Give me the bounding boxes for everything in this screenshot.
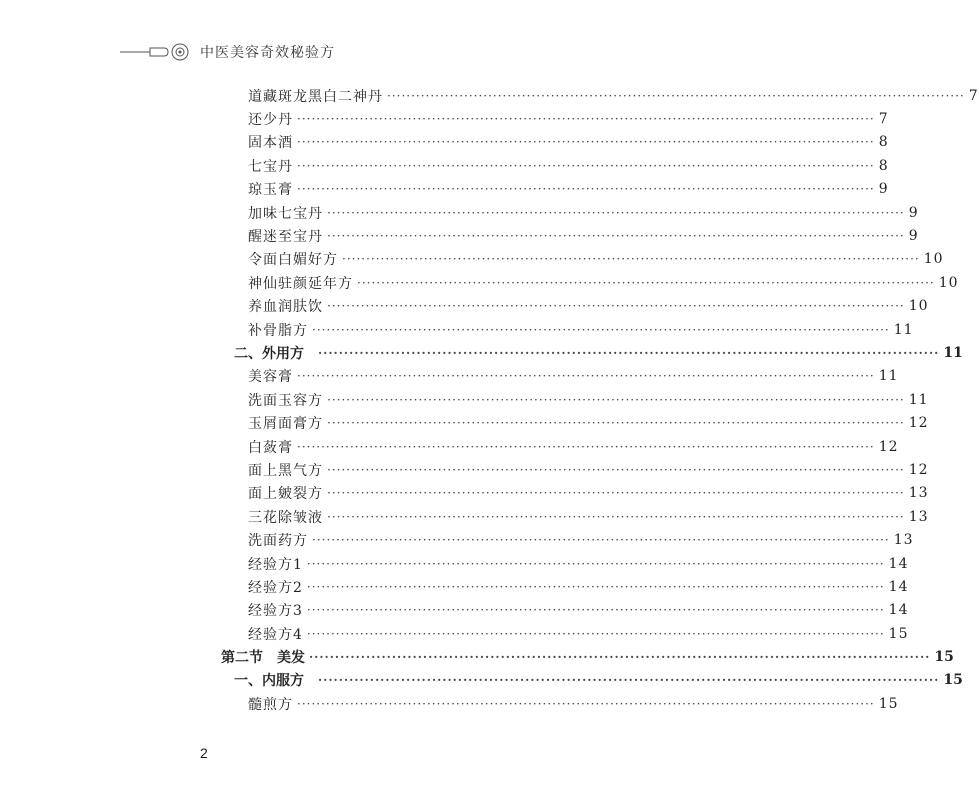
toc-entry-page: 14 bbox=[888, 578, 909, 595]
toc-entry-title: 三花除皱液 bbox=[248, 509, 323, 526]
toc-entry[interactable] bbox=[248, 178, 889, 201]
toc-leader-dots: ························································································································ bbox=[357, 275, 935, 290]
toc-leader-dots: ························································································································ bbox=[309, 650, 931, 665]
toc-leader-dots: ························································································································ bbox=[327, 392, 905, 407]
toc-leader-dots: ························································································································ bbox=[297, 112, 875, 127]
toc-entry-page: 12 bbox=[908, 415, 929, 432]
toc-entry[interactable] bbox=[248, 131, 889, 154]
toc-leader-dots: ························································································································ bbox=[297, 158, 875, 173]
toc-entry-title: 养血润肤饮 bbox=[248, 299, 323, 316]
toc-entry[interactable] bbox=[248, 154, 889, 177]
toc-leader-dots: ························································································································ bbox=[318, 345, 940, 360]
toc-entry[interactable] bbox=[248, 318, 914, 341]
toc-entry-title: 道藏斑龙黑白二神丹 bbox=[248, 88, 383, 105]
toc-entry-title: 补骨脂方 bbox=[248, 322, 308, 339]
toc-leader-dots: ························································································································ bbox=[297, 182, 875, 197]
toc-entry-page: 13 bbox=[908, 508, 929, 525]
toc-entry-title: 一、内服方 bbox=[234, 673, 304, 690]
toc-entry-page: 9 bbox=[878, 181, 889, 198]
toc-entry-page: 11 bbox=[878, 368, 899, 385]
toc-entry-title: 白蔹膏 bbox=[248, 439, 293, 456]
toc-entry-title: 还少丹 bbox=[248, 112, 293, 129]
toc-leader-dots: ························································································································ bbox=[306, 556, 885, 571]
toc-entry[interactable] bbox=[248, 411, 929, 434]
toc-entry-title: 面上皴裂方 bbox=[248, 486, 323, 503]
toc-leader-dots: ························································································································ bbox=[387, 88, 965, 103]
header-title: 中医美容奇效秘验方 bbox=[200, 45, 335, 61]
toc-entry-title: 经验方2 bbox=[248, 579, 303, 596]
toc-leader-dots: ························································································································ bbox=[327, 486, 905, 501]
toc-entry-title: 第二节 美发 bbox=[221, 650, 305, 667]
toc-leader-dots: ························································································································ bbox=[327, 416, 905, 431]
toc-entry[interactable] bbox=[248, 84, 979, 107]
toc-entry[interactable] bbox=[248, 107, 889, 130]
toc-leader-dots: ························································································································ bbox=[327, 229, 905, 244]
toc-entry-title: 加味七宝丹 bbox=[248, 205, 323, 222]
running-header bbox=[120, 40, 335, 64]
toc-entry[interactable] bbox=[248, 388, 929, 411]
toc-entry[interactable] bbox=[234, 669, 963, 692]
toc-entry[interactable] bbox=[248, 295, 929, 318]
toc-leader-dots: ························································································································ bbox=[306, 579, 885, 594]
toc-entry[interactable] bbox=[248, 482, 929, 505]
toc-entry-title: 神仙驻颜延年方 bbox=[248, 275, 353, 292]
toc-leader-dots: ························································································································ bbox=[327, 205, 905, 220]
toc-entry[interactable] bbox=[234, 341, 963, 364]
toc-entry[interactable] bbox=[248, 692, 899, 715]
page-number: 2 bbox=[200, 745, 208, 761]
toc-entry[interactable] bbox=[248, 528, 914, 551]
toc-leader-dots: ························································································································ bbox=[297, 135, 875, 150]
toc-entry[interactable] bbox=[248, 201, 919, 224]
toc-entry-page: 9 bbox=[908, 228, 919, 245]
toc-leader-dots: ························································································································ bbox=[297, 439, 875, 454]
toc-entry-title: 洗面玉容方 bbox=[248, 392, 323, 409]
toc-entry-page: 15 bbox=[878, 695, 899, 712]
toc-leader-dots: ························································································································ bbox=[342, 252, 920, 267]
toc-leader-dots: ························································································································ bbox=[306, 626, 885, 641]
toc-entry-page: 12 bbox=[908, 461, 929, 478]
toc-entry-title: 琼玉膏 bbox=[248, 182, 293, 199]
toc-leader-dots: ························································································································ bbox=[297, 369, 875, 384]
toc-entry-page: 11 bbox=[893, 321, 914, 338]
toc-entry-title: 髓煎方 bbox=[248, 696, 293, 713]
toc-leader-dots: ························································································································ bbox=[327, 509, 905, 524]
toc-entry-title: 玉屑面膏方 bbox=[248, 416, 323, 433]
toc-entry-page: 10 bbox=[923, 251, 944, 268]
toc-leader-dots: ························································································································ bbox=[327, 299, 905, 314]
toc-entry-page: 14 bbox=[888, 602, 909, 619]
toc-entry-page: 15 bbox=[888, 625, 909, 642]
toc-entry-page: 9 bbox=[908, 204, 919, 221]
toc-entry-page: 13 bbox=[908, 485, 929, 502]
toc-entry[interactable] bbox=[248, 622, 909, 645]
toc-leader-dots: ························································································································ bbox=[318, 673, 940, 688]
toc-entry-page: 10 bbox=[938, 274, 959, 291]
toc-entry-title: 固本酒 bbox=[248, 135, 293, 152]
toc-entry-page: 15 bbox=[943, 672, 963, 689]
toc-entry-page: 7 bbox=[878, 111, 889, 128]
toc-entry-page: 8 bbox=[878, 157, 889, 174]
scroll-ornament-icon bbox=[120, 42, 192, 62]
toc-entry[interactable] bbox=[248, 248, 944, 271]
toc-entry-title: 美容膏 bbox=[248, 369, 293, 386]
toc-entry-title: 经验方4 bbox=[248, 626, 303, 643]
toc-entry-page: 11 bbox=[943, 344, 963, 361]
toc-entry[interactable] bbox=[248, 458, 929, 481]
toc-entry-title: 二、外用方 bbox=[234, 345, 304, 362]
toc-entry-page: 11 bbox=[908, 391, 929, 408]
toc-entry-title: 醒迷至宝丹 bbox=[248, 229, 323, 246]
toc-entry-page: 7 bbox=[968, 87, 979, 104]
toc-entry-page: 15 bbox=[934, 649, 954, 666]
toc-entry-title: 七宝丹 bbox=[248, 158, 293, 175]
toc-entry[interactable] bbox=[221, 645, 954, 668]
toc-entry[interactable] bbox=[248, 505, 929, 528]
toc-leader-dots: ························································································································ bbox=[306, 603, 885, 618]
toc-entry-page: 12 bbox=[878, 438, 899, 455]
toc-entry[interactable] bbox=[248, 224, 919, 247]
toc-entry-title: 令面白媚好方 bbox=[248, 252, 338, 269]
toc-entry[interactable] bbox=[248, 552, 909, 575]
toc-entry-title: 经验方3 bbox=[248, 603, 303, 620]
toc-entry-title: 面上黑气方 bbox=[248, 462, 323, 479]
toc-entry[interactable] bbox=[248, 365, 899, 388]
toc-entry-page: 10 bbox=[908, 298, 929, 315]
toc-leader-dots: ························································································································ bbox=[312, 322, 890, 337]
toc-leader-dots: ························································································································ bbox=[327, 462, 905, 477]
toc-entry-title: 经验方1 bbox=[248, 556, 303, 573]
toc-leader-dots: ························································································································ bbox=[312, 533, 890, 548]
toc-entry-page: 14 bbox=[888, 555, 909, 572]
toc-entry[interactable] bbox=[248, 435, 899, 458]
table-of-contents bbox=[0, 84, 979, 716]
toc-entry[interactable] bbox=[248, 599, 909, 622]
toc-entry[interactable] bbox=[248, 271, 959, 294]
toc-entry-title: 洗面药方 bbox=[248, 533, 308, 550]
toc-entry-page: 8 bbox=[878, 134, 889, 151]
toc-entry-page: 13 bbox=[893, 532, 914, 549]
toc-entry[interactable] bbox=[248, 575, 909, 598]
toc-leader-dots: ························································································································ bbox=[297, 696, 875, 711]
